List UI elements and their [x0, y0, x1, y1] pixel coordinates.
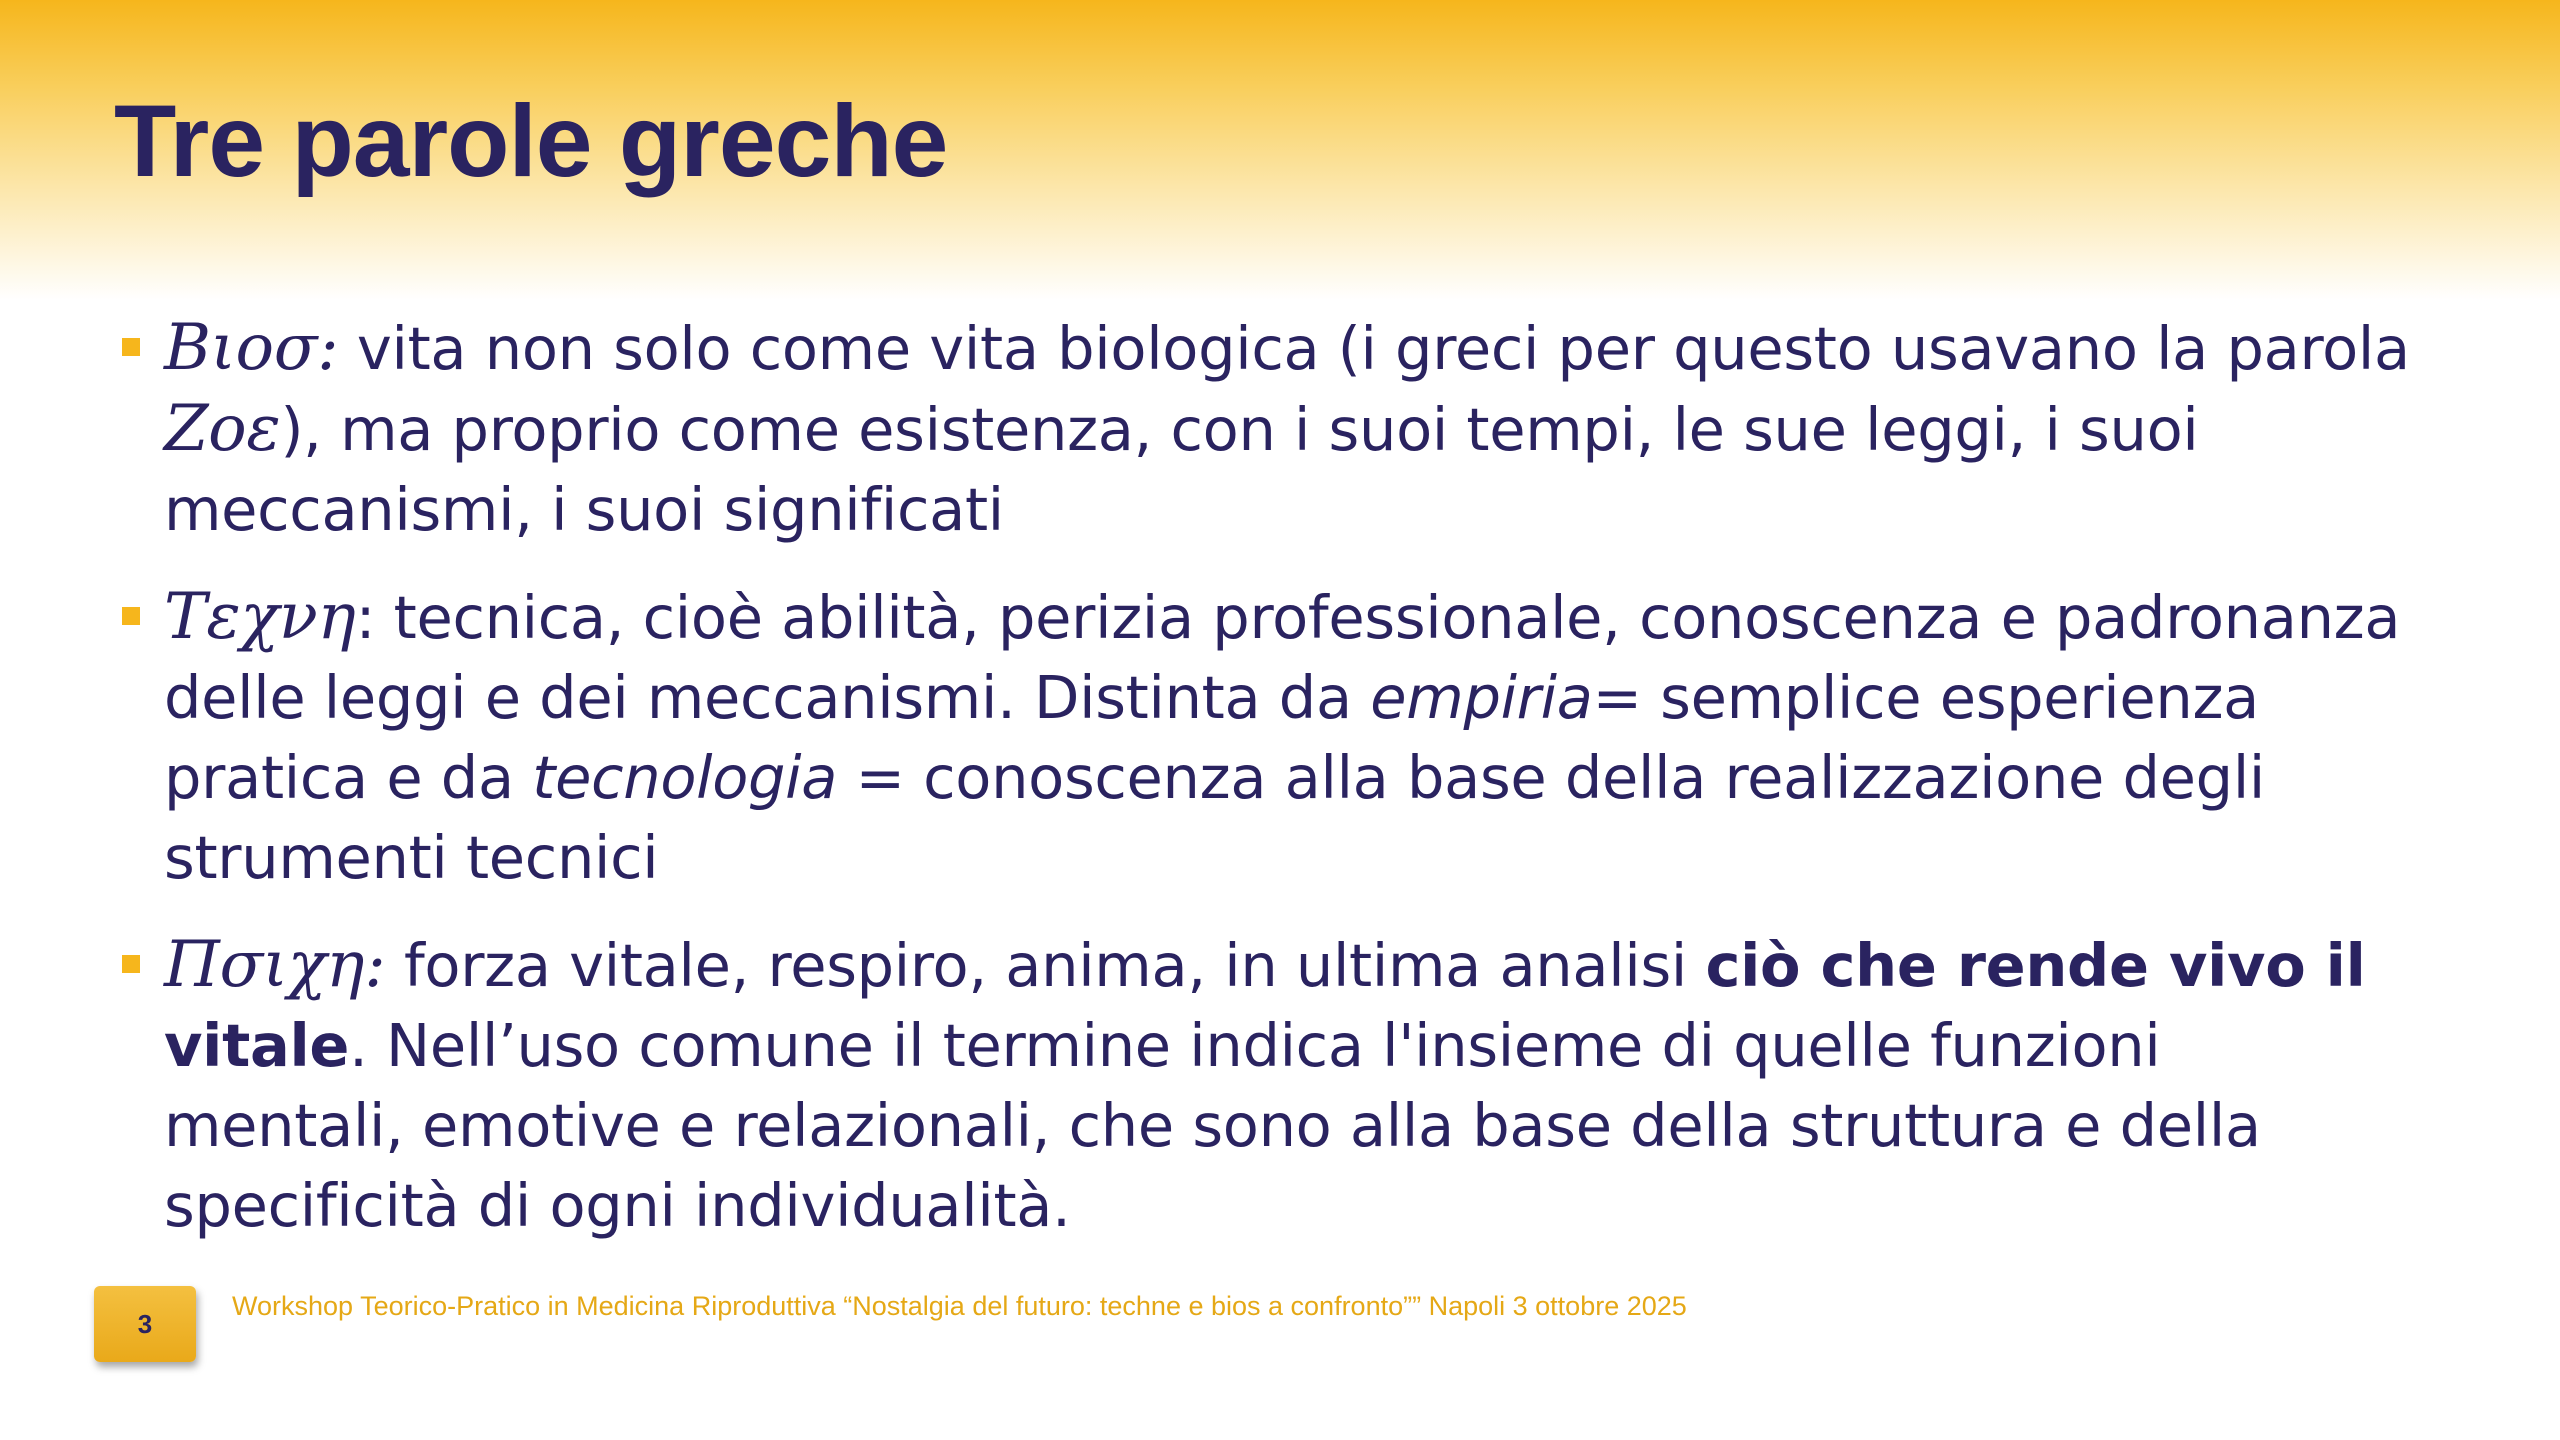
greek-term-bios: Βιοσ: [164, 311, 339, 385]
bullet-text: ), ma proprio come esistenza, con i suoi tempi, le sue leggi, i suoi meccanismi, i suoi significati [164, 395, 2199, 544]
footer-text: Workshop Teorico-Pratico in Medicina Riproduttiva “Nostalgia del futuro: techne e bios a confronto”” Napoli 3 ottobre 2025 [232, 1291, 1687, 1321]
slide-title: Tre parole greche [114, 84, 948, 198]
square-bullet-icon [122, 955, 140, 973]
square-bullet-icon [122, 338, 140, 356]
square-bullet-icon [122, 607, 140, 625]
bullet-item-psiche [118, 925, 2418, 1246]
greek-term-zoe: Ζοε [164, 392, 281, 466]
bullet-text: . Nell’uso comune il termine indica l'insieme di quelle funzioni mentali, emotive e relazionali, che sono alla base della struttura e della specificità di ogni individualità. [164, 1011, 2261, 1240]
term-empiria: empiria [1370, 663, 1593, 732]
term-tecnologia: tecnologia [532, 743, 838, 812]
bullet-item-techne [118, 577, 2418, 898]
emphasis-text: ciò che rende vivo il vitale [164, 931, 2366, 1080]
greek-term-psiche: Πσιχη: [164, 928, 386, 1002]
bullet-text: forza vitale, respiro, anima, in ultima analisi [385, 931, 1706, 1000]
greek-term-techne: Τεχνη [164, 580, 356, 654]
bullet-item-bios [118, 308, 2418, 550]
bullet-list [118, 308, 2418, 1273]
page-number-badge: 3 [94, 1286, 196, 1362]
bullet-text: = conoscenza alla base della realizzazione degli strumenti tecnici [164, 743, 2266, 892]
bullet-text: vita non solo come vita biologica (i greci per questo usavano la parola [338, 314, 2410, 383]
bullet-text: = semplice esperienza pratica e da [164, 663, 2259, 812]
bullet-text: : tecnica, cioè abilità, perizia professionale, conoscenza e padronanza delle leggi e dei meccanismi. Distinta da [164, 583, 2401, 732]
